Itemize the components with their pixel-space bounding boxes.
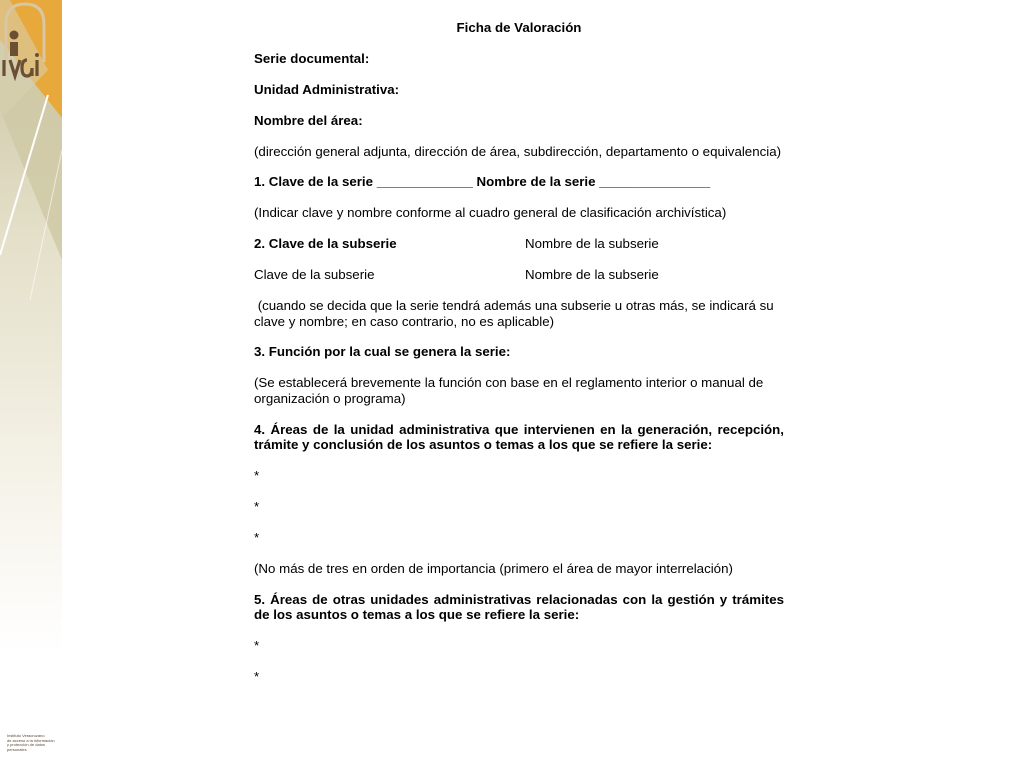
item-2-row <box>254 236 784 252</box>
item-4-bullet: * <box>254 468 260 484</box>
item-4-note: (No más de tres en orden de importancia (primero el área de mayor interrelación) <box>254 560 733 576</box>
field-nombre-area: Nombre del área: <box>254 112 363 128</box>
subserie-clave: Clave de la subserie <box>254 267 375 283</box>
item-1-note: (Indicar clave y nombre conforme al cuadro general de clasificación archivística) <box>254 205 727 221</box>
decorative-sidebar <box>0 0 62 768</box>
sidebar-decoration-graphic <box>0 0 62 768</box>
document-body <box>254 20 784 700</box>
ivai-logo <box>0 0 50 92</box>
field-unidad-administrativa: Unidad Administrativa: <box>254 81 400 97</box>
item-4-bullet: * <box>254 498 260 514</box>
subserie-row <box>254 267 784 283</box>
item-5-bullet: * <box>254 668 260 684</box>
item-4-areas: 4. Áreas de la unidad administrativa que intervienen en la generación, recepción, trámite y conclusión de los asuntos o temas a los que se refiere la serie: <box>254 421 784 453</box>
item-5-bullet: * <box>254 638 260 654</box>
item-3-funcion: 3. Función por la cual se genera la serie: <box>254 344 511 360</box>
item-3-note: (Se establecerá brevemente la función con base en el reglamento interior o manual de organización o programa) <box>254 375 764 406</box>
subserie-note: (cuando se decida que la serie tendrá además una subserie u otras más, se indicará su clave y nombre; en caso contrario, no es aplicable) <box>254 298 778 329</box>
document-title: Ficha de Valoración <box>456 20 582 35</box>
logo-tagline: Instituto Veracruzano de acceso a la información y protección de datos personales <box>7 733 55 752</box>
item-4-bullet: * <box>254 529 260 545</box>
subserie-nombre: Nombre de la subserie <box>525 267 659 283</box>
area-note: (dirección general adjunta, dirección de área, subdirección, departamento o equivalencia) <box>254 143 782 159</box>
item-2-name: Nombre de la subserie <box>525 236 659 252</box>
item-5-areas: 5. Áreas de otras unidades administrativas relacionadas con la gestión y trámites de los asuntos o temas a los que se refiere la serie: <box>254 591 784 623</box>
field-serie-documental: Serie documental: <box>254 50 370 66</box>
item-2-label: 2. Clave de la subserie <box>254 236 397 252</box>
item-1-clave-serie: 1. Clave de la serie _____________ Nombre de la serie _______________ <box>254 174 711 190</box>
